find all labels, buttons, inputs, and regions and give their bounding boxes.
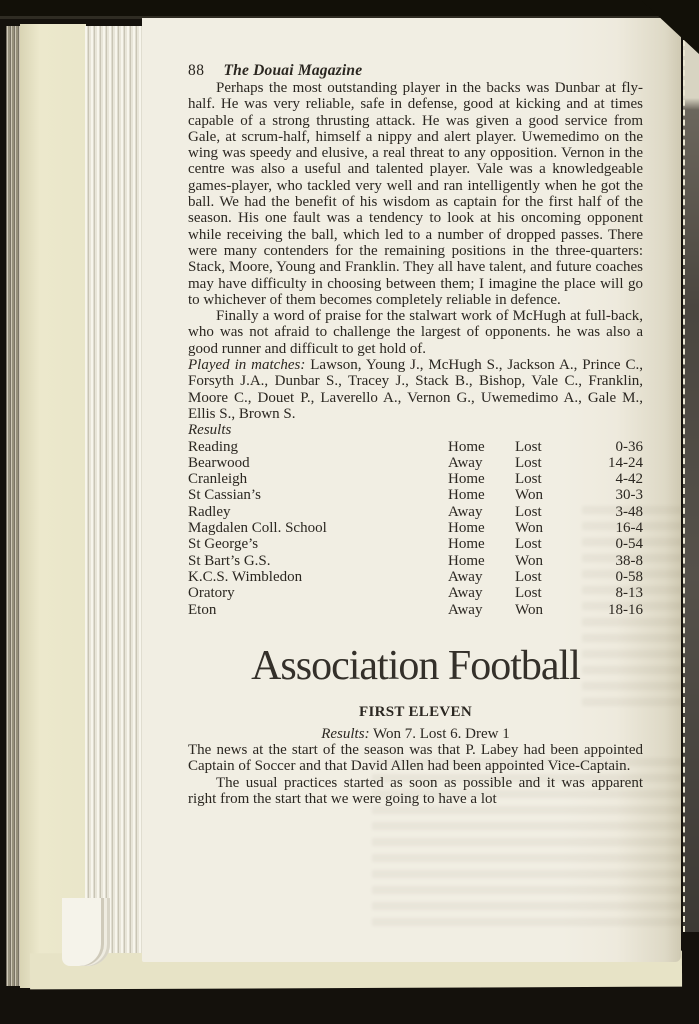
- result-team: St George’s: [188, 536, 259, 553]
- result-team: Magdalen Coll. School: [188, 520, 327, 537]
- result-venue: Away: [448, 585, 483, 602]
- table-row: [188, 455, 643, 471]
- result-outcome: Won: [515, 601, 543, 618]
- page-edge-stack-dark: [6, 26, 21, 986]
- table-row: [188, 569, 643, 585]
- result-outcome: Lost: [515, 503, 542, 520]
- played-in-matches: [188, 357, 643, 422]
- result-outcome: Won: [515, 520, 543, 537]
- result-venue: Away: [448, 503, 483, 520]
- result-venue: Home: [448, 520, 485, 537]
- result-outcome: Lost: [515, 568, 542, 585]
- result-team: St Cassian’s: [188, 487, 261, 504]
- result-team: Eton: [188, 601, 217, 618]
- result-venue: Home: [448, 487, 485, 504]
- result-outcome: Lost: [515, 536, 542, 553]
- page-edge-stack-light: [85, 26, 144, 972]
- result-outcome: Won: [515, 552, 543, 569]
- football-report: [188, 742, 643, 807]
- result-venue: Home: [448, 552, 485, 569]
- rugby-results-table: [188, 439, 643, 618]
- result-outcome: Lost: [515, 471, 542, 488]
- table-row: [188, 504, 643, 520]
- table-row: [188, 602, 643, 618]
- table-row: [188, 471, 643, 487]
- result-venue: Home: [448, 438, 485, 455]
- rugby-results-label: Results: [188, 422, 232, 439]
- page-text-column: [188, 18, 643, 807]
- endpaper-left-band: [20, 24, 86, 988]
- table-row: [188, 536, 643, 552]
- result-outcome: Won: [515, 487, 543, 504]
- facing-page-gutter-strip: [683, 40, 699, 932]
- result-outcome: Lost: [515, 454, 542, 471]
- result-score: 0-54: [615, 536, 643, 553]
- football-paragraph-practices: The usual practices started as soon as possible and it was apparent right from the start that we were going to have a lot: [188, 774, 643, 807]
- subheading-first-eleven: FIRST ELEVEN: [359, 703, 472, 720]
- page-corner-curl: [62, 898, 110, 966]
- result-team: Reading: [188, 438, 238, 455]
- result-score: 18-16: [608, 601, 643, 618]
- result-team: Radley: [188, 503, 231, 520]
- football-results-summary: [188, 726, 643, 742]
- result-venue: Away: [448, 568, 483, 585]
- football-paragraph-captains: The news at the start of the season was that P. Labey had been appointed Captain of Soccer and that David Allen had been appointed Vice-Captain.: [188, 742, 643, 775]
- rugby-paragraph-fullback: Finally a word of praise for the stalwart work of McHugh at full-back, who was not afraid to challenge the largest of opponents. he was also a good runner and difficult to get hold of.: [188, 308, 643, 357]
- rugby-paragraph-backs: Perhaps the most outstanding player in the backs was Dunbar at fly-half. He was very reliable, safe in defense, good at kicking and at times capable of a strong thrusting attack. He was given a good service from Gale, at scrum-half, himself a nippy and alert player. Uwemedimo on the wing was speedy and elusive, a real threat to any opposition. Vernon in the centre was also a useful and talented player. Vale was a knowledgeable games-player, who tackled very well and ran intelligently when he got the ball. We had the benefit of his wisdom as captain for the first half of the season. His one fault was a tendency to look at his oncoming opponent while receiving the ball, which led to a number of dropped passes. There were many contenders for the remaining positions in the three-quarters: Stack, Moore, Young and Franklin. They all have talent, and future coaches may have difficulty in choosing between them; I imagine the place will go to whichever of them becomes completely reliable in defence.: [188, 80, 643, 308]
- result-score: 3-48: [615, 503, 643, 520]
- football-results-values: Won 7. Lost 6. Drew 1: [373, 725, 510, 742]
- table-row: [188, 439, 643, 455]
- result-outcome: Lost: [515, 438, 542, 455]
- table-row: [188, 487, 643, 503]
- played-in-matches-names: Lawson, Young J., McHugh S., Jackson A., Prince C., Forsyth J.A., Dunbar S., Tracey J., Stack B., Bishop, Vale C., Franklin, Moore C., Douet P., Laverello A., Vernon G., Uwemedimo A., Gale M., Ellis S., Brown S.: [188, 357, 644, 422]
- result-venue: Away: [448, 601, 483, 618]
- result-venue: Away: [448, 454, 483, 471]
- result-score: 8-13: [615, 585, 643, 602]
- table-row: [188, 585, 643, 601]
- result-score: 14-24: [608, 454, 643, 471]
- book-cover-top-edge: [0, 0, 699, 19]
- running-head: [188, 61, 643, 80]
- result-venue: Home: [448, 536, 485, 553]
- result-score: 38-8: [615, 552, 643, 569]
- result-score: 30-3: [615, 487, 643, 504]
- section-heading-association-football: Association Football: [251, 642, 580, 689]
- magazine-title: The Douai Magazine: [223, 62, 363, 79]
- football-results-label: Results:: [321, 725, 370, 742]
- result-team: Bearwood: [188, 454, 250, 471]
- result-outcome: Lost: [515, 585, 542, 602]
- magazine-page: [142, 18, 681, 962]
- result-team: Oratory: [188, 585, 235, 602]
- result-score: 4-42: [615, 471, 643, 488]
- result-venue: Home: [448, 471, 485, 488]
- table-row: [188, 553, 643, 569]
- page-number: 88: [188, 62, 205, 79]
- result-team: St Bart’s G.S.: [188, 552, 271, 569]
- result-score: 16-4: [615, 520, 643, 537]
- played-in-matches-label: Played in matches:: [188, 357, 306, 374]
- result-score: 0-58: [615, 568, 643, 585]
- result-team: K.C.S. Wimbledon: [188, 568, 303, 585]
- rugby-report: [188, 80, 643, 439]
- result-team: Cranleigh: [188, 471, 248, 488]
- result-score: 0-36: [615, 438, 643, 455]
- table-row: [188, 520, 643, 536]
